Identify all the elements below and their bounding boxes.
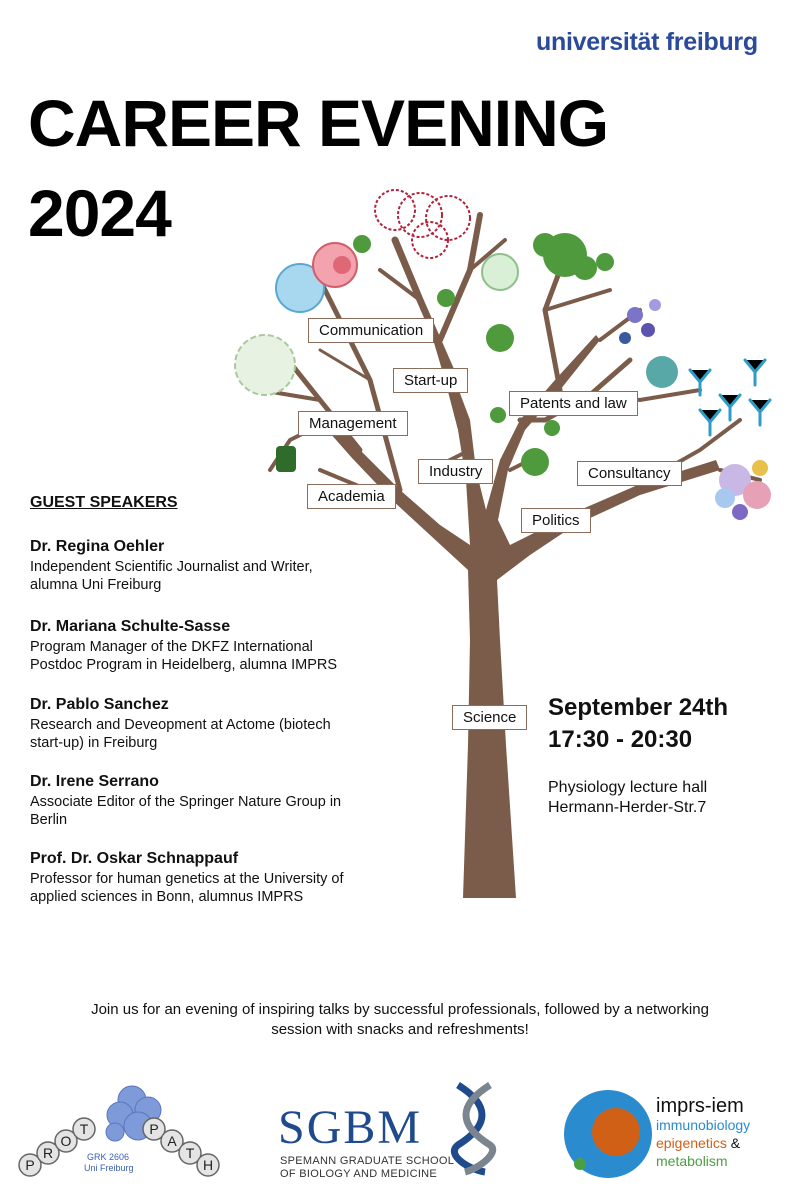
imprs-epigenetics-word: epigenetics: [656, 1135, 727, 1151]
speaker-desc-line1: Associate Editor of the Springer Nature Group in: [30, 794, 342, 810]
speaker-item: [30, 696, 430, 752]
branch-label-communication: Communication: [308, 318, 434, 343]
event-venue: [548, 778, 707, 818]
speaker-desc-line1: Professor for human genetics at the University of: [30, 871, 344, 887]
speaker-desc-line2: Berlin: [30, 812, 68, 828]
protpath-letter: O: [60, 1133, 72, 1149]
protpath-letter: P: [149, 1121, 159, 1137]
speaker-item: [30, 618, 430, 674]
branch-label-industry: Industry: [418, 459, 493, 484]
protpath-letter: T: [185, 1145, 195, 1161]
speaker-desc-line2: alumna Uni Freiburg: [30, 577, 162, 593]
university-logo: universität freiburg: [536, 28, 758, 56]
protpath-letter: T: [79, 1121, 89, 1137]
imprs-epigenetics: [656, 1135, 740, 1151]
speaker-name: Dr. Regina Oehler: [30, 538, 165, 555]
venue-line2: Hermann-Herder-Str.7: [548, 799, 707, 816]
protpath-letter: R: [42, 1145, 54, 1161]
speaker-desc-line1: Program Manager of the DKFZ International: [30, 639, 313, 655]
event-time: 17:30 - 20:30: [548, 726, 693, 753]
sgbm-subtitle: [280, 1155, 454, 1181]
speaker-item: [30, 850, 430, 906]
speaker-name: Dr. Pablo Sanchez: [30, 696, 169, 713]
grk-number: GRK 2606: [87, 1152, 130, 1162]
imprs-metabolism: metabolism: [656, 1153, 728, 1169]
grk-university: Uni Freiburg: [84, 1163, 134, 1173]
invitation-text: [40, 1000, 760, 1040]
branch-label-academia: Academia: [307, 484, 396, 509]
poster-year: 2024: [28, 176, 171, 250]
speaker-item: [30, 773, 430, 829]
speaker-desc-line2: Postdoc Program in Heidelberg, alumna IMPRS: [30, 657, 338, 673]
branch-label-patents: Patents and law: [509, 391, 638, 416]
event-datetime: [548, 692, 728, 756]
branch-label-startup: Start-up: [393, 368, 468, 393]
protpath-letter: A: [167, 1133, 177, 1149]
speakers-heading: GUEST SPEAKERS: [30, 494, 178, 511]
poster-title: CAREER EVENING: [28, 86, 609, 160]
protpath-letter: H: [202, 1157, 214, 1173]
speaker-desc-line2: applied sciences in Bonn, alumnus IMPRS: [30, 889, 304, 905]
imprs-immunobiology: immunobiology: [656, 1117, 751, 1133]
speaker-name: Prof. Dr. Oskar Schnappauf: [30, 850, 239, 867]
speaker-item: [30, 538, 430, 594]
speaker-name: Dr. Irene Serrano: [30, 773, 159, 790]
invitation-line1: Join us for an evening of inspiring talks by successful professionals, followed by a networking: [91, 1001, 709, 1018]
speaker-name: Dr. Mariana Schulte-Sasse: [30, 618, 231, 635]
event-date: September 24th: [548, 694, 729, 721]
speaker-desc-line1: Independent Scientific Journalist and Writer,: [30, 559, 313, 575]
invitation-line2: session with snacks and refreshments!: [271, 1021, 529, 1038]
imprs-name: imprs-iem: [656, 1095, 744, 1117]
speaker-desc-line1: Research and Deveopment at Actome (biotech: [30, 717, 331, 733]
protpath-letter: P: [25, 1157, 35, 1173]
sgbm-subtitle-line1: SPEMANN GRADUATE SCHOOL: [280, 1155, 455, 1167]
venue-line1: Physiology lecture hall: [548, 779, 708, 796]
branch-label-consultancy: Consultancy: [577, 461, 682, 486]
imprs-logo-icon: [562, 1088, 654, 1180]
sgbm-subtitle-line2: OF BIOLOGY AND MEDICINE: [280, 1168, 438, 1180]
dna-helix-icon: [450, 1080, 500, 1175]
sgbm-logo-text: SGBM: [278, 1101, 423, 1154]
branch-label-politics: Politics: [521, 508, 591, 533]
imprs-ampersand: &: [726, 1135, 741, 1151]
branch-label-management: Management: [298, 411, 408, 436]
speaker-desc-line2: start-up) in Freiburg: [30, 735, 158, 751]
branch-label-science: Science: [452, 705, 527, 730]
